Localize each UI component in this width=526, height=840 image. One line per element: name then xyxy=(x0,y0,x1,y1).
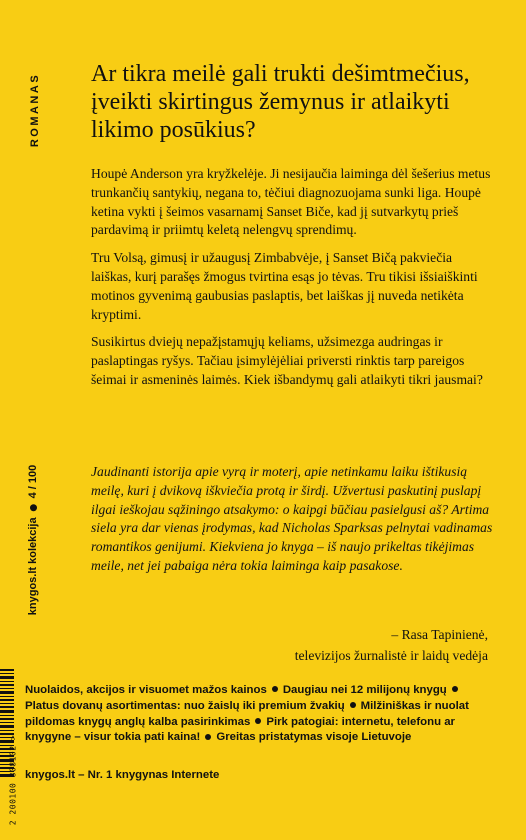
attribution-role: televizijos žurnalistė ir laidų vedėja xyxy=(294,648,488,663)
series-number: 4 / 100 xyxy=(27,464,39,499)
bullet-icon xyxy=(255,718,261,724)
bullet-icon xyxy=(205,734,211,740)
description-paragraph: Houpė Anderson yra kryžkelėje. Ji nesijaučia laiminga dėl šešerius metus trunkančių santykių, negana to, tėčiui diagnozuojama sunki liga. Houpė ketina vykti į šeimos vasarnamį Sanset Biče, kad jį sutvarkytų prieš pardavimą ir priimtų keletą nelengvų sprendimų. xyxy=(91,166,491,238)
promo-item: Platus dovanų asortimentas: nuo žaislų iki premium žvakių xyxy=(25,699,345,712)
barcode-number xyxy=(7,720,19,840)
promo-item: Greitas pristatymas visoje Lietuvoje xyxy=(216,731,412,744)
bullet-icon xyxy=(350,702,356,708)
description xyxy=(91,165,493,399)
description-paragraph: Tru Volsą, gimusį ir užaugusį Zimbabvėje, į Sanset Bičą pakviečia laiškas, kurį parašęs žmogus tvirtina esąs jo tėvas. Tru tikisi išsiaiškinti motinos gyvenimą gaubusias paslaptis, bet laiškas jį nuveda netikėta kryptimi. xyxy=(91,250,478,322)
attribution-name: – Rasa Tapinienė, xyxy=(391,627,488,642)
description-paragraph: Susikirtus dviejų nepažįstamųjų keliams, užsimezga audringas ir paslaptingas ryšys. Tačiau įsimylėjėliai priversti rinktis tarp pareigos šeimai ir asmeninės laimės. Kiek išbandymų gali atlaikyti tikri jausmai? xyxy=(91,334,483,387)
promo-item: Pirk patogiai: internetu, telefonu ar knygyne – visur tokia pati kaina! xyxy=(25,715,455,744)
bullet-icon xyxy=(272,686,278,692)
review-quote: Jaudinanti istorija apie vyrą ir moterį, apie netinkamu laiku ištikusią meilę, kuri į dvikovą iškviečia protą ir širdį. Užvertusi paskutinį puslapį ilgai ieškojau sąžiningo atsakymo: o kaipgi būčiau pasielgusi aš? Artima siela yra dar vienas įrodymas, kad Nicholas Sparksas pelnytai vadinamas romantikos genijumi. Kiekviena jo knyga – iš naujo prikeltas tikėjimas meile, net jei pabaiga nėra tokia laiminga kaip pasakose. xyxy=(91,464,493,573)
series-name: knygos.lt kolekcija xyxy=(27,517,39,616)
bullet-icon xyxy=(452,686,458,692)
promo-item: Milžiniškas ir nuolat pildomas knygų anglų kalba pasirinkimas xyxy=(25,699,469,728)
series-separator-dot xyxy=(30,504,37,511)
footer-slogan: knygos.lt – Nr. 1 knygynas Internete xyxy=(25,769,220,781)
headline: Ar tikra meilė gali trukti dešimtmečius, įveikti skirtingus žemynus ir atlaikyti likimo posūkius? xyxy=(91,61,470,143)
quote-attribution xyxy=(295,624,488,666)
genre-text: ROMANAS xyxy=(29,72,41,148)
barcode-number-text: 2 200100 808102 > xyxy=(8,734,18,826)
promo-list xyxy=(25,683,495,746)
series-label xyxy=(22,415,44,665)
promo-item: Nuolaidos, akcijos ir visuomet mažos kainos xyxy=(25,684,267,696)
genre-label xyxy=(28,70,42,150)
promo-item: Daugiau nei 12 milijonų knygų xyxy=(282,684,447,696)
